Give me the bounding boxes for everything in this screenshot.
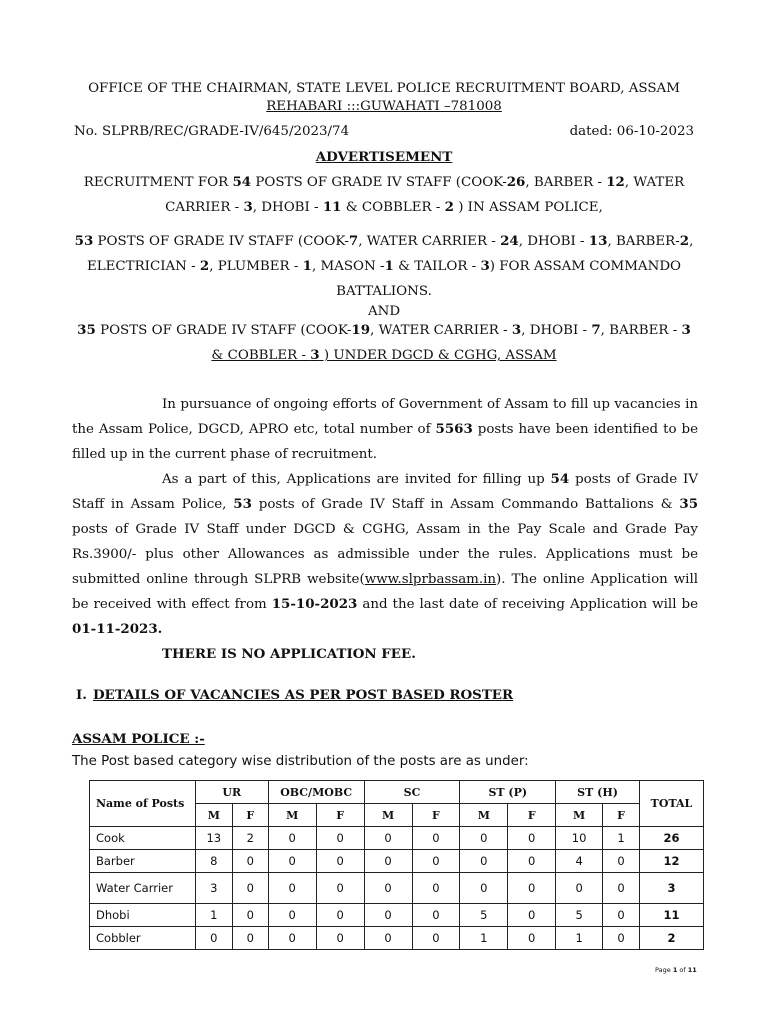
total-header: TOTAL — [639, 781, 703, 827]
vacancy-count: 1 — [556, 927, 603, 950]
vacancy-count: 3 — [195, 873, 232, 904]
date: dated: 06-10-2023 — [569, 124, 694, 139]
vacancy-count: 8 — [195, 850, 232, 873]
reference-line — [74, 124, 694, 139]
vacancy-count: 0 — [232, 904, 268, 927]
vacancy-count: 0 — [412, 927, 460, 950]
vacancy-count: 0 — [508, 827, 556, 850]
group-header: SC — [364, 781, 460, 804]
paragraph-2: As a part of this, Applications are invited for filling up 54 posts of Grade IV Staff in Assam Police, 53 posts of Grade IV Staff in Assam Commando Battalions & 35 posts of Grade IV Staff under DGCD & CGHG, Assam in the Pay Scale and Grade Pay Rs.3900/- plus other Allowances as admissible under the rules. Applications must be submitted online through SLPRB website(www.slprbassam.in). The online Application will be received with effect from 15-10-2023 and the last date of receiving Application will be 01-11-2023. — [72, 471, 699, 637]
vacancy-count: 13 — [195, 827, 232, 850]
website-link[interactable]: www.slprbassam.in — [364, 572, 497, 587]
recruitment-dgcd: 35 POSTS OF GRADE IV STAFF (COOK-19, WATER CARRIER - 3, DHOBI - 7, BARBER - 3 & COBBLER - 3 ) UNDER DGCD & CGHG, ASSAM — [77, 322, 691, 363]
post-name: Water Carrier — [90, 873, 196, 904]
vacancy-count: 0 — [232, 927, 268, 950]
table-row — [90, 850, 704, 873]
female-header: F — [508, 804, 556, 827]
row-total: 2 — [639, 927, 703, 950]
vacancy-count: 0 — [412, 850, 460, 873]
post-name: Dhobi — [90, 904, 196, 927]
vacancy-count: 1 — [195, 904, 232, 927]
vacancy-count: 0 — [460, 850, 508, 873]
vacancy-table — [89, 780, 704, 950]
row-total: 3 — [639, 873, 703, 904]
vacancy-count: 0 — [603, 904, 640, 927]
vacancy-count: 0 — [508, 927, 556, 950]
table-row — [90, 827, 704, 850]
recruitment-assam-police: RECRUITMENT FOR 54 POSTS OF GRADE IV STAFF (COOK-26, BARBER - 12, WATER CARRIER - 3, DHOBI - 11 & COBBLER - 2 ) IN ASSAM POLICE, — [83, 174, 685, 215]
vacancy-count: 0 — [316, 873, 364, 904]
name-of-posts-header: Name of Posts — [90, 781, 196, 827]
page-number: Page 1 of 11 — [655, 966, 697, 974]
address-line: REHABARI :::GUWAHATI –781008 — [266, 99, 502, 114]
row-total: 12 — [639, 850, 703, 873]
vacancy-count: 0 — [364, 827, 412, 850]
row-total: 26 — [639, 827, 703, 850]
vacancy-count: 4 — [556, 850, 603, 873]
vacancy-count: 0 — [268, 873, 316, 904]
vacancy-count: 2 — [232, 827, 268, 850]
female-header: F — [412, 804, 460, 827]
vacancy-count: 0 — [195, 927, 232, 950]
group-header: ST (P) — [460, 781, 556, 804]
table-description: The Post based category wise distribution of the posts are as under: — [72, 754, 529, 769]
advertisement-heading: ADVERTISEMENT — [315, 149, 453, 165]
vacancy-count: 0 — [508, 904, 556, 927]
assam-police-subheading: ASSAM POLICE :- — [72, 731, 205, 747]
vacancy-count: 0 — [603, 873, 640, 904]
vacancy-count: 0 — [364, 850, 412, 873]
vacancy-count: 0 — [316, 904, 364, 927]
office-line: OFFICE OF THE CHAIRMAN, STATE LEVEL POLICE RECRUITMENT BOARD, ASSAM — [88, 81, 680, 96]
recruitment-commando: 53 POSTS OF GRADE IV STAFF (COOK-7, WATER CARRIER - 24, DHOBI - 13, BARBER-2, ELECTRICIAN - 2, PLUMBER - 1, MASON -1 & TAILOR - 3) FOR ASSAM COMMANDO BATTALIONS. — [74, 233, 694, 299]
group-header: OBC/MOBC — [268, 781, 364, 804]
male-header: M — [556, 804, 603, 827]
vacancy-count: 5 — [556, 904, 603, 927]
section-heading: I. DETAILS OF VACANCIES AS PER POST BASED ROSTER — [76, 687, 514, 703]
vacancy-count: 0 — [460, 827, 508, 850]
vacancy-count: 0 — [232, 850, 268, 873]
vacancy-count: 0 — [412, 827, 460, 850]
letterhead — [0, 80, 768, 116]
vacancy-count: 0 — [556, 873, 603, 904]
table-row — [90, 927, 704, 950]
female-header: F — [603, 804, 640, 827]
vacancy-count: 0 — [268, 850, 316, 873]
post-name: Cobbler — [90, 927, 196, 950]
male-header: M — [460, 804, 508, 827]
vacancy-count: 0 — [603, 850, 640, 873]
male-header: M — [195, 804, 232, 827]
table-row — [90, 904, 704, 927]
male-header: M — [364, 804, 412, 827]
vacancy-count: 0 — [603, 927, 640, 950]
vacancy-count: 1 — [603, 827, 640, 850]
vacancy-count: 0 — [508, 850, 556, 873]
female-header: F — [232, 804, 268, 827]
table-row — [90, 873, 704, 904]
male-header: M — [268, 804, 316, 827]
vacancy-count: 1 — [460, 927, 508, 950]
female-header: F — [316, 804, 364, 827]
post-name: Cook — [90, 827, 196, 850]
post-name: Barber — [90, 850, 196, 873]
group-header: UR — [195, 781, 268, 804]
row-total: 11 — [639, 904, 703, 927]
vacancy-count: 0 — [508, 873, 556, 904]
no-fee-notice: THERE IS NO APPLICATION FEE. — [162, 646, 416, 662]
vacancy-count: 0 — [268, 927, 316, 950]
vacancy-count: 10 — [556, 827, 603, 850]
reference-number: No. SLPRB/REC/GRADE-IV/645/2023/74 — [74, 124, 350, 139]
vacancy-count: 0 — [268, 827, 316, 850]
vacancy-count: 0 — [268, 904, 316, 927]
vacancy-count: 0 — [460, 873, 508, 904]
vacancy-count: 0 — [316, 827, 364, 850]
paragraph-1: In pursuance of ongoing efforts of Government of Assam to fill up vacancies in the Assam Police, DGCD, APRO etc, total number of 5563 posts have been identified to be filled up in the current phase of recruitment. — [72, 397, 698, 462]
vacancy-count: 0 — [232, 873, 268, 904]
vacancy-count: 0 — [316, 927, 364, 950]
vacancy-count: 0 — [412, 904, 460, 927]
vacancy-count: 0 — [316, 850, 364, 873]
vacancy-count: 0 — [364, 927, 412, 950]
vacancy-count: 0 — [364, 873, 412, 904]
vacancy-count: 0 — [364, 904, 412, 927]
group-header: ST (H) — [556, 781, 640, 804]
vacancy-count: 0 — [412, 873, 460, 904]
and-separator: AND — [367, 304, 401, 319]
vacancy-count: 5 — [460, 904, 508, 927]
